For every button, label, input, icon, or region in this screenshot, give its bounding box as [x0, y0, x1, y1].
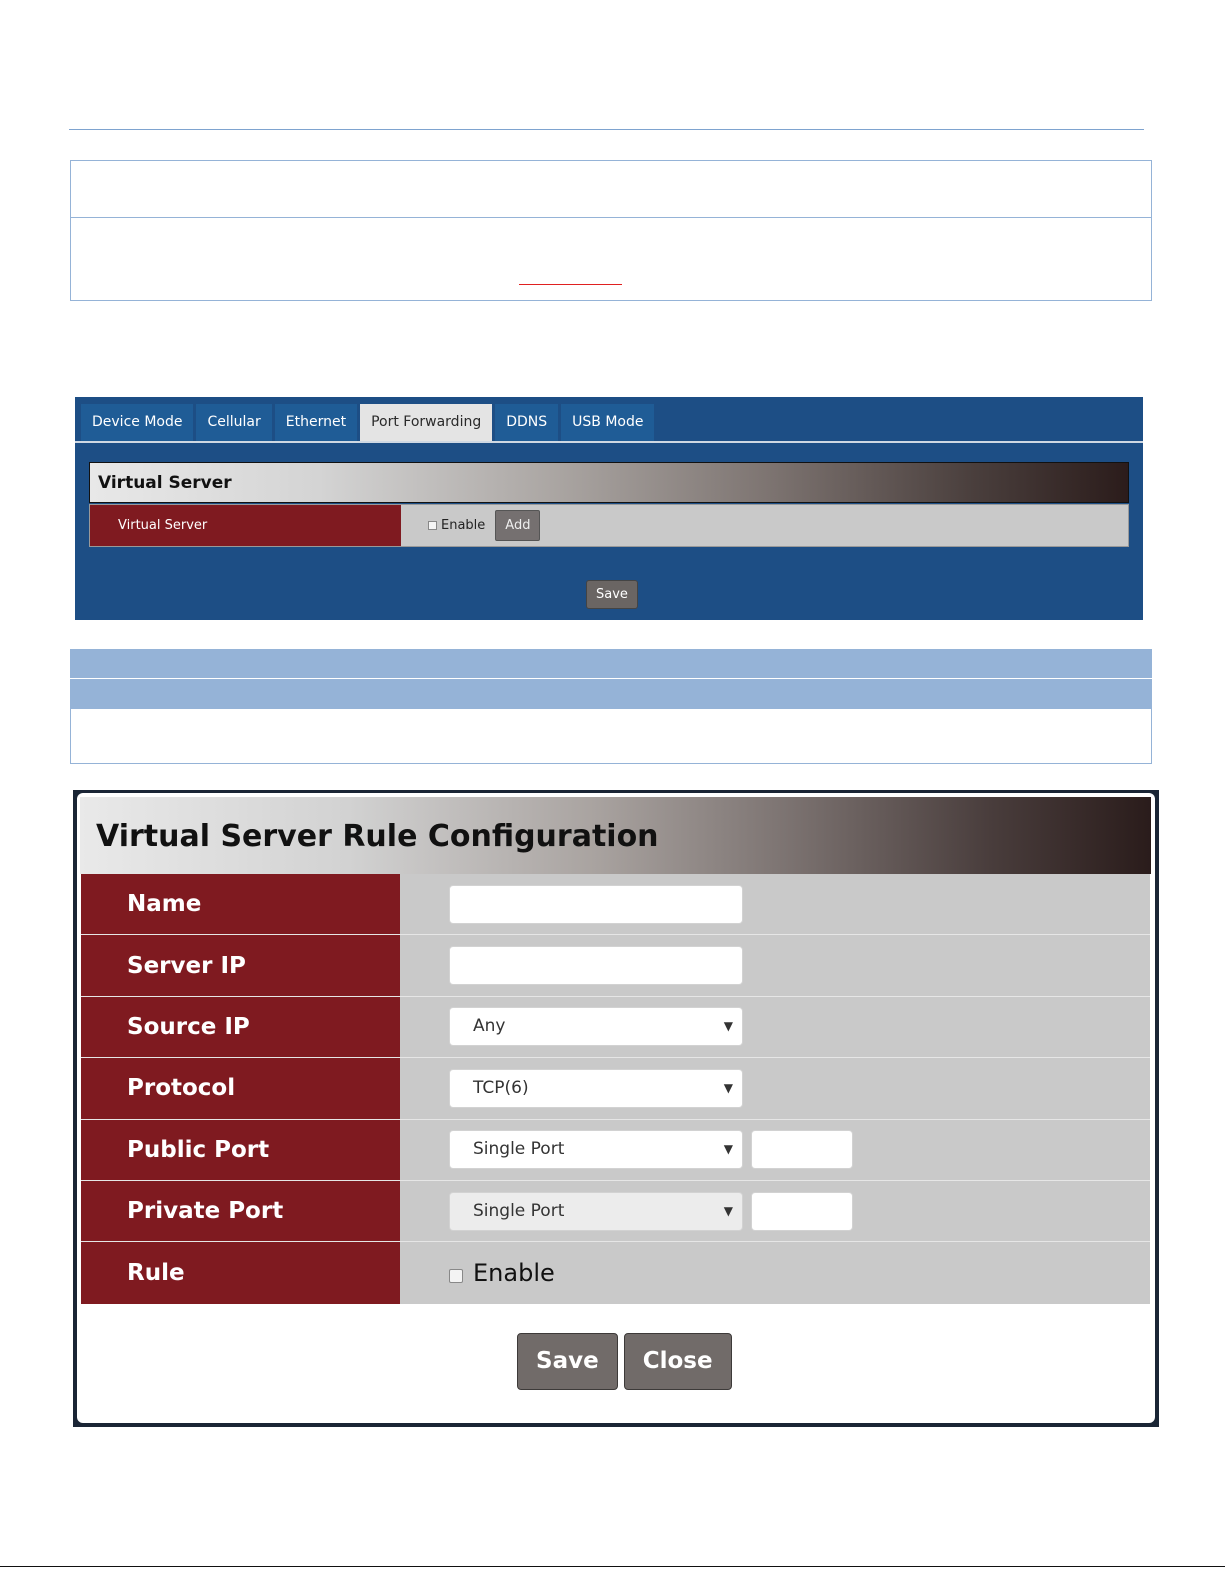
tab-ddns[interactable]: DDNS — [495, 404, 558, 441]
rule-enable-label: Enable — [473, 1259, 555, 1288]
virtual-server-enable-checkbox[interactable] — [428, 521, 437, 530]
rule-config-dialog — [77, 793, 1155, 1423]
server-ip-label: Server IP — [81, 935, 400, 995]
tab-divider — [75, 441, 1143, 443]
virtual-server-title: Virtual Server — [98, 473, 232, 493]
chevron-down-icon: ▼ — [723, 1019, 733, 1034]
row-public-port — [81, 1120, 1150, 1181]
server-ip-input[interactable] — [449, 946, 743, 985]
source-ip-selected: Any — [473, 1016, 506, 1037]
protocol-select[interactable] — [449, 1069, 743, 1108]
dialog-buttons — [517, 1333, 738, 1390]
table-subheader-row — [70, 679, 1152, 708]
dialog-close-button[interactable]: Close — [624, 1333, 732, 1390]
source-ip-label: Source IP — [81, 997, 400, 1057]
name-label: Name — [81, 874, 400, 934]
rule-label: Rule — [81, 1242, 400, 1303]
save-button[interactable]: Save — [586, 580, 638, 609]
virtual-server-header — [89, 462, 1129, 503]
rule-config-screenshot — [73, 790, 1159, 1427]
name-input[interactable] — [449, 885, 743, 924]
public-port-label: Public Port — [81, 1120, 400, 1180]
row-server-ip — [81, 935, 1150, 996]
public-port-input[interactable] — [751, 1130, 853, 1169]
table-body-row — [70, 708, 1152, 764]
virtual-server-row — [89, 504, 1129, 547]
tab-bar — [81, 404, 657, 441]
tab-ethernet[interactable]: Ethernet — [275, 404, 357, 441]
dialog-save-button[interactable]: Save — [517, 1333, 618, 1390]
form-rows — [81, 874, 1150, 1304]
chevron-down-icon: ▼ — [723, 1142, 733, 1157]
dialog-header — [80, 797, 1151, 874]
table-header-row — [70, 649, 1152, 678]
info-box-top — [70, 160, 1152, 218]
rule-enable-checkbox[interactable] — [449, 1269, 463, 1283]
row-private-port — [81, 1181, 1150, 1242]
virtual-server-label: Virtual Server — [90, 505, 401, 546]
source-ip-select[interactable] — [449, 1007, 743, 1046]
row-source-ip — [81, 997, 1150, 1058]
private-port-select[interactable] — [449, 1192, 743, 1231]
row-rule — [81, 1242, 1150, 1303]
protocol-selected: TCP(6) — [473, 1077, 529, 1098]
chevron-down-icon: ▼ — [723, 1203, 733, 1218]
tab-port-forwarding[interactable]: Port Forwarding — [360, 404, 492, 441]
tab-cellular[interactable]: Cellular — [196, 404, 271, 441]
row-protocol — [81, 1058, 1150, 1119]
dialog-title: Virtual Server Rule Configuration — [96, 819, 659, 854]
info-box-bottom — [70, 217, 1152, 301]
add-button[interactable]: Add — [495, 510, 540, 541]
private-port-input[interactable] — [751, 1192, 853, 1231]
private-port-label: Private Port — [81, 1181, 400, 1241]
row-name — [81, 874, 1150, 935]
public-port-selected: Single Port — [473, 1139, 565, 1160]
virtual-server-enable-label: Enable — [441, 517, 486, 533]
chevron-down-icon: ▼ — [723, 1080, 733, 1095]
private-port-selected: Single Port — [473, 1200, 565, 1221]
tab-usb-mode[interactable]: USB Mode — [561, 404, 654, 441]
link-underline — [519, 284, 622, 285]
tab-device-mode[interactable]: Device Mode — [81, 404, 193, 441]
header-rule — [69, 129, 1144, 130]
virtual-server-controls — [428, 509, 540, 541]
footer-rule — [0, 1566, 1225, 1567]
port-forwarding-panel — [75, 397, 1143, 620]
public-port-select[interactable] — [449, 1130, 743, 1169]
protocol-label: Protocol — [81, 1058, 400, 1118]
